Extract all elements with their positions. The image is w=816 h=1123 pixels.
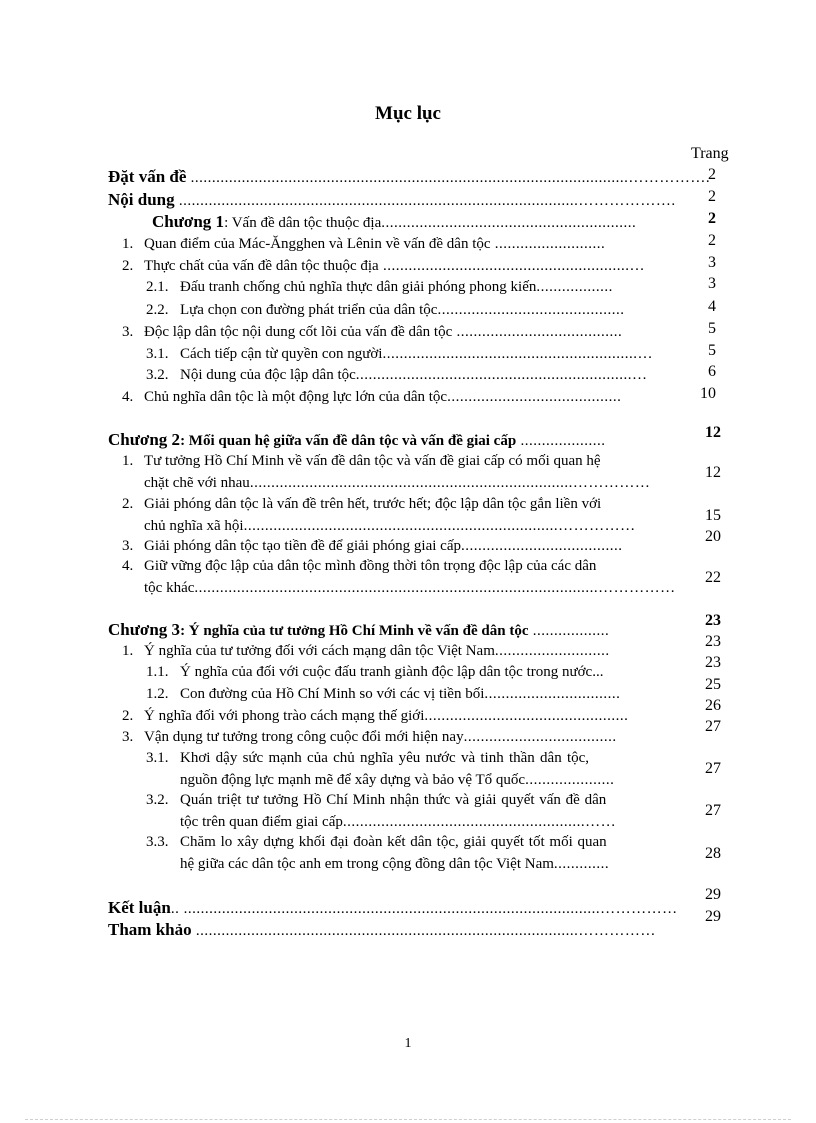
toc-page-number: 28: [705, 845, 721, 862]
toc-entry-title: Giải phóng dân tộc tạo tiền đề để giải phóng giai cấp: [144, 538, 461, 554]
toc-entry-number: 1.: [122, 453, 134, 469]
toc-entry-title: Kết luận: [108, 898, 171, 917]
toc-entry-title: Giải phóng dân tộc là vấn đề trên hết, trước hết; độc lập dân tộc gắn liền với: [144, 496, 602, 512]
toc-page-number: 27: [705, 802, 721, 819]
toc-chapter-label: Chương 1: [152, 212, 225, 231]
toc-leader-dots: ..................: [528, 623, 610, 639]
toc-entry-title: Lựa chọn con đường phát triển của dân tộc: [180, 302, 438, 318]
toc-entry[interactable]: [122, 494, 678, 536]
toc-leader-dots: ................................................: [424, 708, 629, 724]
toc-leader-dots: .............: [553, 856, 610, 872]
toc-entry-number: 3.: [122, 324, 134, 340]
toc-entry-title: Quán triệt tư tưởng Hồ Chí Minh nhận thức và giải quyết vấn đề dân: [180, 792, 607, 808]
toc-entry-title: Nội dung của độc lập dân tộc: [180, 367, 356, 383]
toc-entry[interactable]: [146, 790, 678, 832]
toc-page-number: 6: [708, 363, 716, 380]
toc-entry-title: Đặt vấn đề: [108, 167, 187, 186]
toc-entry-title: Con đường của Hồ Chí Minh so với các vị tiền bối: [180, 686, 485, 702]
toc-leader-dots: .........................................: [447, 389, 622, 405]
toc-entry-number: 4.: [122, 558, 134, 574]
toc-leader-dots: ...............................................................................................……………: [194, 580, 676, 596]
toc-leader-dots: .......................................: [452, 324, 623, 340]
toc-entry-title-cont: chặt chẽ với nhau: [144, 475, 250, 491]
page-column-label: Trang: [691, 145, 729, 162]
toc-page-number: 5: [708, 320, 716, 337]
toc-entry-title: : Ý nghĩa của tư tưởng Hồ Chí Minh về vấn đề dân tộc: [180, 623, 529, 639]
toc-entry[interactable]: [122, 451, 678, 493]
toc-leader-dots: ....................: [516, 433, 606, 449]
toc-entry[interactable]: [146, 832, 678, 874]
toc-page-number: 12: [705, 424, 721, 441]
toc-entry-title: Ý nghĩa của tư tưởng đối với cách mạng dân tộc Việt Nam: [144, 643, 495, 659]
toc-page-number: 25: [705, 676, 721, 693]
toc-entry-title: Tham khảo: [108, 920, 192, 939]
toc-page-number: 27: [705, 760, 721, 777]
toc-entry-number: 2.: [122, 708, 134, 724]
toc-leader-dots: ..........................................................…: [378, 258, 645, 274]
page-bottom-rule: [25, 1119, 791, 1120]
toc-entry-title-cont: tộc khác: [144, 580, 195, 596]
toc-page-number: 23: [705, 654, 721, 671]
toc-page-number: 2: [708, 232, 716, 249]
toc-leader-dots: ..........................................................................……………: [243, 518, 636, 534]
toc-entry-title-cont: nguồn động lực mạnh mẽ để xây dựng và bảo vệ Tổ quốc: [180, 772, 526, 788]
toc-entry-title: Độc lập dân tộc nội dung cốt lõi của vấn đề dân tộc: [144, 324, 453, 340]
toc-leader-dots: .....................: [525, 772, 615, 788]
toc-entry-title: Chăm lo xây dựng khối đại đoàn kết dân tộc, giải quyết tốt mối quan: [180, 834, 607, 850]
toc-entry-title: Tư tưởng Hồ Chí Minh về vấn đề dân tộc và vấn đề giai cấp có mối quan hệ: [144, 453, 601, 469]
toc-entry-title: Ý nghĩa đối với phong trào cách mạng thế giới: [144, 708, 425, 724]
toc-entry-number: 2.2.: [146, 302, 169, 318]
toc-entry-title: Vận dụng tư tưởng trong công cuộc đổi mới hiện nay: [144, 729, 464, 745]
toc-leader-dots: .........................................................……: [342, 814, 617, 830]
toc-page-number: 29: [705, 886, 721, 903]
toc-entry-number: 2.: [122, 258, 134, 274]
toc-leader-dots: ......................................: [461, 538, 623, 554]
toc-entry-number: 3.2.: [146, 792, 169, 808]
toc-page-number: 26: [705, 697, 721, 714]
toc-entry-title: Ý nghĩa của đối với cuộc đấu tranh giành độc lập dân tộc trong nước...: [180, 664, 604, 680]
toc-leader-dots: ...........................: [494, 643, 610, 659]
toc-page-number: 3: [708, 254, 716, 271]
toc-leader-dots: ................................: [484, 686, 621, 702]
toc-leader-dots: ..............................................................................................……………….: [174, 193, 676, 209]
toc-entry-title-cont: tộc trên quan điểm giai cấp: [180, 814, 343, 830]
toc-page-number: 10: [700, 385, 716, 402]
page-footer-number: 1: [404, 1036, 412, 1051]
toc-page-number: 3: [708, 275, 716, 292]
toc-entry-number: 3.: [122, 729, 134, 745]
toc-entry-title: Quan điểm của Mác-Ăngghen và Lênin về vấn đề dân tộc: [144, 236, 491, 252]
toc-entry-number: 3.3.: [146, 834, 169, 850]
toc-entry[interactable]: [122, 556, 678, 598]
toc-entry-title-cont: chủ nghĩa xã hội: [144, 518, 244, 534]
toc-page-number: 29: [705, 908, 721, 925]
toc-leader-dots: ....................................: [463, 729, 617, 745]
toc-entry-number: 3.1.: [146, 750, 169, 766]
toc-entry-title: Giữ vững độc lập của dân tộc mình đồng thời tôn trọng độc lập của các dân: [144, 558, 597, 574]
toc-page-number: 27: [705, 718, 721, 735]
toc-page-number: 2: [708, 166, 716, 183]
toc-leader-dots: ............................................................................……………: [249, 475, 651, 491]
toc-leader-dots: .......................................................................................................…………….: [186, 170, 711, 186]
toc-page-number: 4: [708, 298, 716, 315]
toc-page-number: 20: [705, 528, 721, 545]
toc-leader-dots: .. ..................................................................................................……………: [170, 901, 678, 917]
toc-page-number: 23: [705, 612, 721, 629]
toc-entry-title: : Mối quan hệ giữa vấn đề dân tộc và vấn đề giai cấp: [180, 433, 517, 449]
toc-entry-number: 1.2.: [146, 686, 169, 702]
toc-page-number: 12: [705, 464, 721, 481]
toc-page-number: 15: [705, 507, 721, 524]
toc-entry-title: : Vấn đề dân tộc thuộc địa: [224, 215, 382, 231]
toc-entry-number: 4.: [122, 389, 134, 405]
toc-chapter-label: Chương 2: [108, 430, 181, 449]
toc-chapter-label: Chương 3: [108, 620, 181, 639]
toc-entry-number: 1.1.: [146, 664, 169, 680]
toc-entry-number: 3.1.: [146, 346, 169, 362]
toc-entry-title: Nội dung: [108, 190, 175, 209]
toc-entry-title: Đấu tranh chống chủ nghĩa thực dân giải phóng phong kiến: [180, 279, 537, 295]
toc-leader-dots: ............................................................…: [382, 346, 653, 362]
toc-leader-dots: ............................................................: [381, 215, 637, 231]
toc-leader-dots: ..................: [536, 279, 613, 295]
toc-entry-number: 3.: [122, 538, 134, 554]
toc-entry[interactable]: [146, 748, 678, 790]
toc-entry-title-cont: hệ giữa các dân tộc anh em trong cộng đồng dân tộc Việt Nam: [180, 856, 554, 872]
toc-entry-title: Cách tiếp cận từ quyền con người: [180, 346, 383, 362]
toc-entry-number: 2.: [122, 496, 134, 512]
toc-leader-dots: ..........................................................................................……………: [191, 923, 656, 939]
toc-page-number: 2: [708, 210, 716, 227]
page-title: Mục lục: [375, 103, 441, 124]
toc-entry-number: 1.: [122, 236, 134, 252]
toc-leader-dots: ............................................: [437, 302, 625, 318]
toc-page-number: 22: [705, 569, 721, 586]
toc-entry-number: 3.2.: [146, 367, 169, 383]
toc-entry-title: Khơi dậy sức mạnh của chủ nghĩa yêu nước và tinh thần dân tộc,: [180, 750, 590, 766]
toc-entry-title: Thực chất của vấn đề dân tộc thuộc địa: [144, 258, 379, 274]
toc-entry-title: Chủ nghĩa dân tộc là một động lực lớn của dân tộc: [144, 389, 448, 405]
toc-page-number: 23: [705, 633, 721, 650]
toc-page-number: 2: [708, 188, 716, 205]
toc-leader-dots: ..........................: [490, 236, 606, 252]
toc-page-number: 5: [708, 342, 716, 359]
toc-leader-dots: .................................................................…: [355, 367, 648, 383]
toc-entry-number: 2.1.: [146, 279, 169, 295]
toc-entry-number: 1.: [122, 643, 134, 659]
